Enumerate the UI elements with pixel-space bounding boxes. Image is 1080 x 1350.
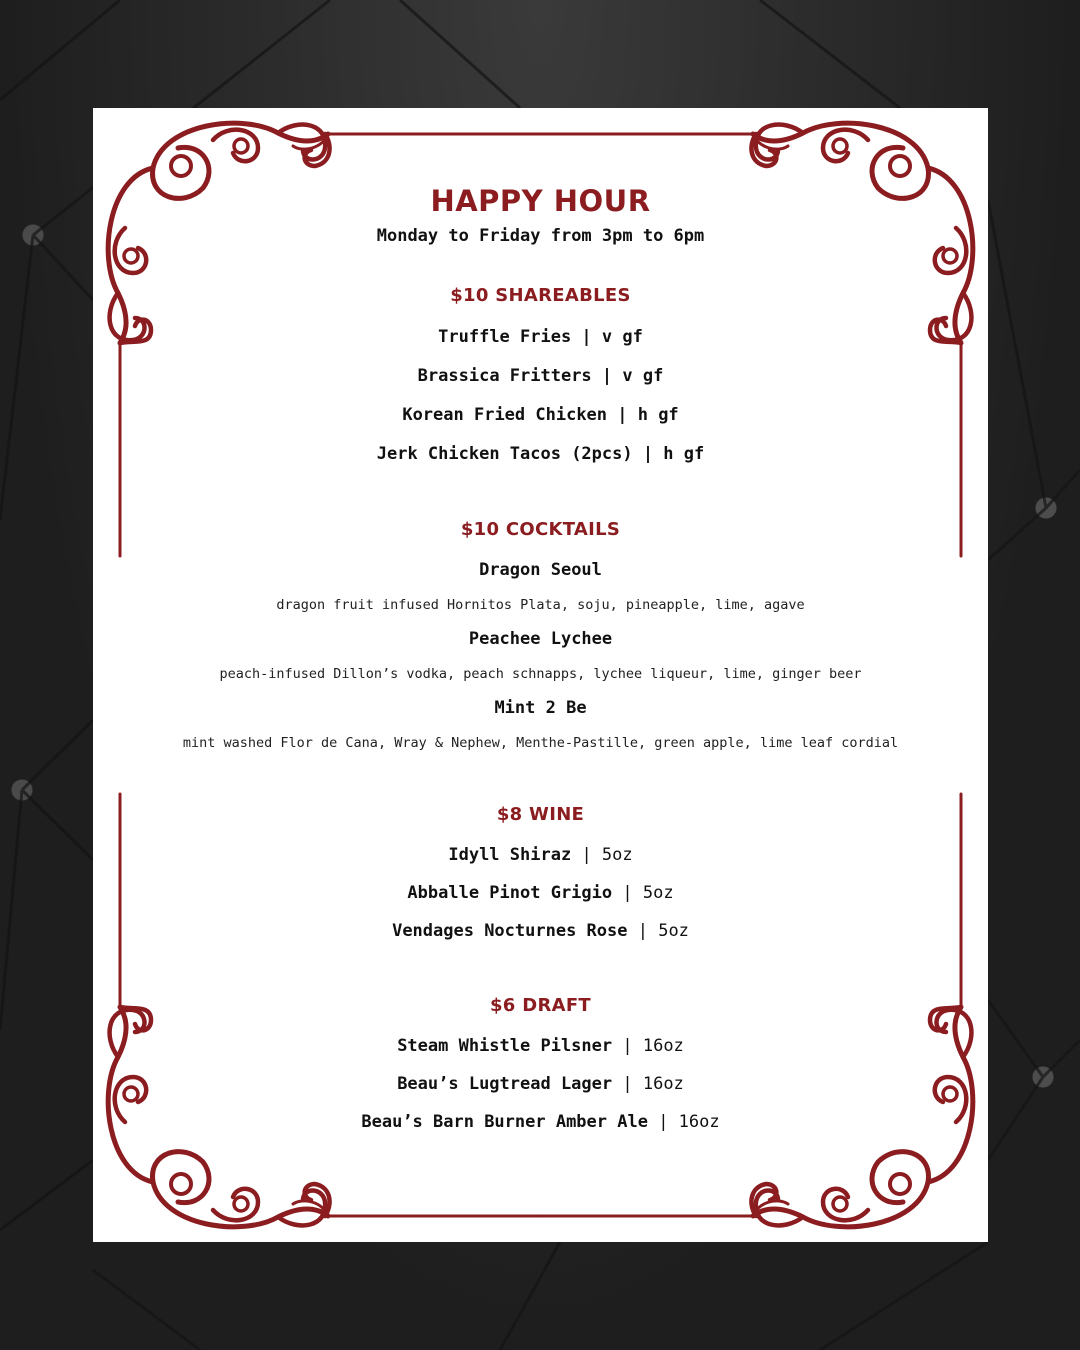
wine-item bbox=[93, 845, 988, 865]
menu-card bbox=[93, 108, 988, 1242]
wine-item bbox=[93, 883, 988, 903]
menu-subtitle: Monday to Friday from 3pm to 6pm bbox=[376, 226, 705, 246]
wine-heading: $8 WINE bbox=[496, 804, 585, 825]
cocktail-name: Peachee Lychee bbox=[468, 629, 613, 649]
draft-name: Steam Whistle Pilsner bbox=[397, 1036, 613, 1056]
menu-item: Jerk Chicken Tacos (2pcs) | h gf bbox=[376, 444, 705, 464]
wine-name: Idyll Shiraz bbox=[448, 845, 572, 865]
wine-size: | 5oz bbox=[581, 845, 633, 865]
wine-size: | 5oz bbox=[622, 883, 674, 903]
draft-item bbox=[93, 1036, 988, 1056]
menu-item: Truffle Fries | v gf bbox=[438, 327, 643, 347]
draft-size: | 16oz bbox=[658, 1112, 720, 1132]
cocktail-description: dragon fruit infused Hornitos Plata, soju, pineapple, lime, agave bbox=[276, 597, 805, 613]
draft-size: | 16oz bbox=[622, 1036, 684, 1056]
wine-name: Abballe Pinot Grigio bbox=[407, 883, 613, 903]
cocktail-name: Dragon Seoul bbox=[479, 560, 602, 580]
cocktails-heading: $10 COCKTAILS bbox=[460, 519, 621, 540]
menu-title: HAPPY HOUR bbox=[430, 184, 651, 218]
draft-item bbox=[93, 1112, 988, 1132]
cocktail-description: peach-infused Dillon’s vodka, peach schnapps, lychee liqueur, lime, ginger beer bbox=[219, 666, 862, 682]
cocktail-description: mint washed Flor de Cana, Wray & Nephew, Menthe-Pastille, green apple, lime leaf cordial bbox=[182, 735, 899, 751]
cocktail-name: Mint 2 Be bbox=[494, 698, 587, 718]
menu-item: Korean Fried Chicken | h gf bbox=[402, 405, 679, 425]
draft-item bbox=[93, 1074, 988, 1094]
draft-size: | 16oz bbox=[622, 1074, 684, 1094]
draft-heading: $6 DRAFT bbox=[489, 995, 592, 1016]
wine-item bbox=[93, 921, 988, 941]
wine-size: | 5oz bbox=[637, 921, 689, 941]
menu-item: Brassica Fritters | v gf bbox=[417, 366, 664, 386]
wine-name: Vendages Nocturnes Rose bbox=[392, 921, 628, 941]
shareables-heading: $10 SHAREABLES bbox=[450, 285, 631, 306]
draft-name: Beau’s Barn Burner Amber Ale bbox=[361, 1112, 648, 1132]
draft-name: Beau’s Lugtread Lager bbox=[397, 1074, 613, 1094]
